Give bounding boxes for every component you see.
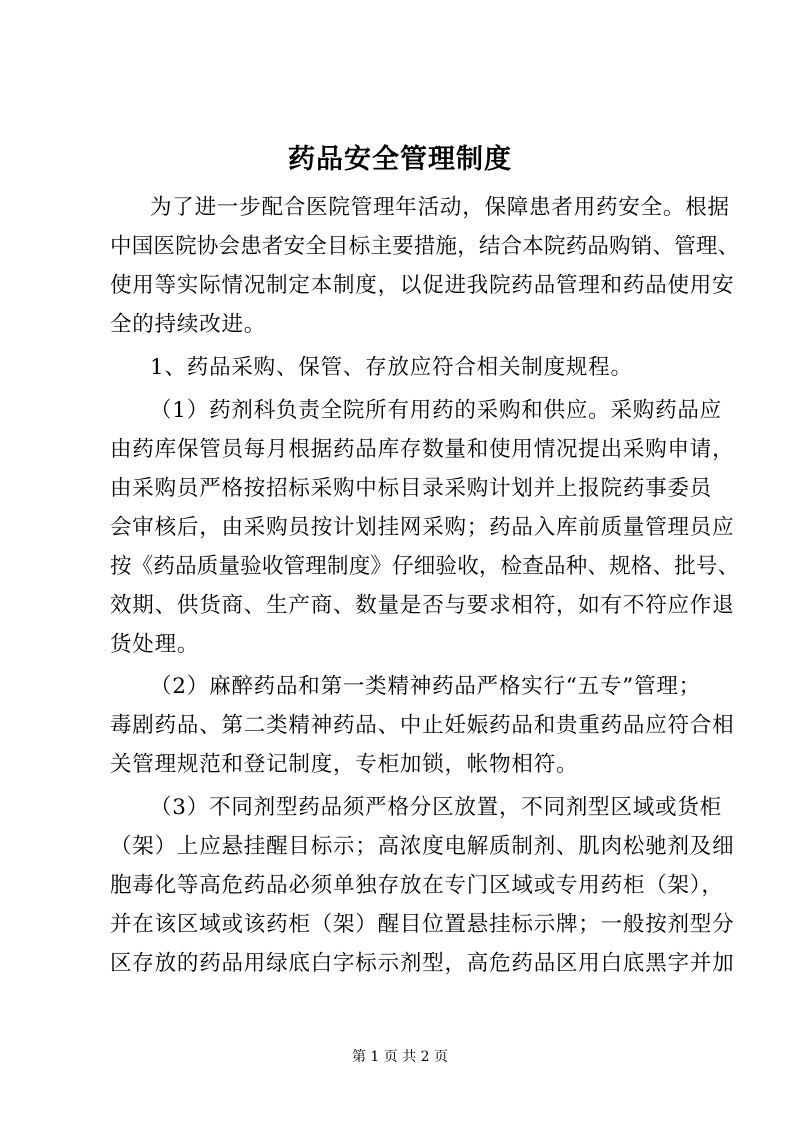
paragraph-line: 会审核后，由采购员按计划挂网采购；药品入库前质量管理员应 bbox=[110, 515, 735, 540]
paragraph-line: 中国医院协会患者安全目标主要措施，结合本院药品购销、管理、 bbox=[110, 234, 740, 259]
paragraph-line: 毒剧药品、第二类精神药品、中止妊娠药品和贵重药品应符合相 bbox=[110, 713, 735, 738]
section-heading: 1、药品采购、保管、存放应符合相关制度规程。 bbox=[150, 355, 633, 380]
paragraph-line: （1）药剂科负责全院所有用药的采购和供应。采购药品应 bbox=[150, 398, 722, 423]
paragraph-line: （2）麻醉药品和第一类精神药品严格实行“五专”管理； bbox=[150, 674, 701, 699]
paragraph-line: 由采购员严格按招标采购中标目录采购计划并上报院药事委员 bbox=[110, 476, 713, 501]
paragraph-line: （架）上应悬挂醒目标示；高浓度电解质制剂、肌肉松驰剂及细 bbox=[110, 834, 735, 859]
paragraph-line: 使用等实际情况制定本制度，以促进我院药品管理和药品使用安 bbox=[110, 273, 735, 298]
paragraph-line: 由药库保管员每月根据药品库存数量和使用情况提出采购申请， bbox=[110, 437, 735, 462]
page-number-footer: 第 1 页 共 2 页 bbox=[351, 1049, 449, 1065]
paragraph-line: 区存放的药品用绿底白字标示剂型，高危药品区用白底黑字并加 bbox=[110, 951, 735, 976]
paragraph-line: 关管理规范和登记制度，专柜加锁，帐物相符。 bbox=[110, 752, 579, 777]
paragraph-line: 胞毒化等高危药品必须单独存放在专门区域或专用药柜（架）， bbox=[110, 873, 724, 898]
paragraph-line: 按《药品质量验收管理制度》仔细验收，检查品种、规格、批号、 bbox=[110, 554, 740, 579]
paragraph-line: 全的持续改进。 bbox=[110, 312, 267, 337]
paragraph-line: 为了进一步配合医院管理年活动，保障患者用药安全。根据 bbox=[150, 195, 730, 220]
paragraph-line: 并在该区域或该药柜（架）醒目位置悬挂标示牌；一般按剂型分 bbox=[110, 912, 735, 937]
document-title: 药品安全管理制度 bbox=[288, 144, 512, 175]
paragraph-line: 货处理。 bbox=[110, 632, 200, 657]
paragraph-line: 效期、供货商、生产商、数量是否与要求相符，如有不符应作退 bbox=[110, 593, 735, 618]
paragraph-line: （3）不同剂型药品须严格分区放置，不同剂型区域或货柜 bbox=[150, 795, 722, 820]
